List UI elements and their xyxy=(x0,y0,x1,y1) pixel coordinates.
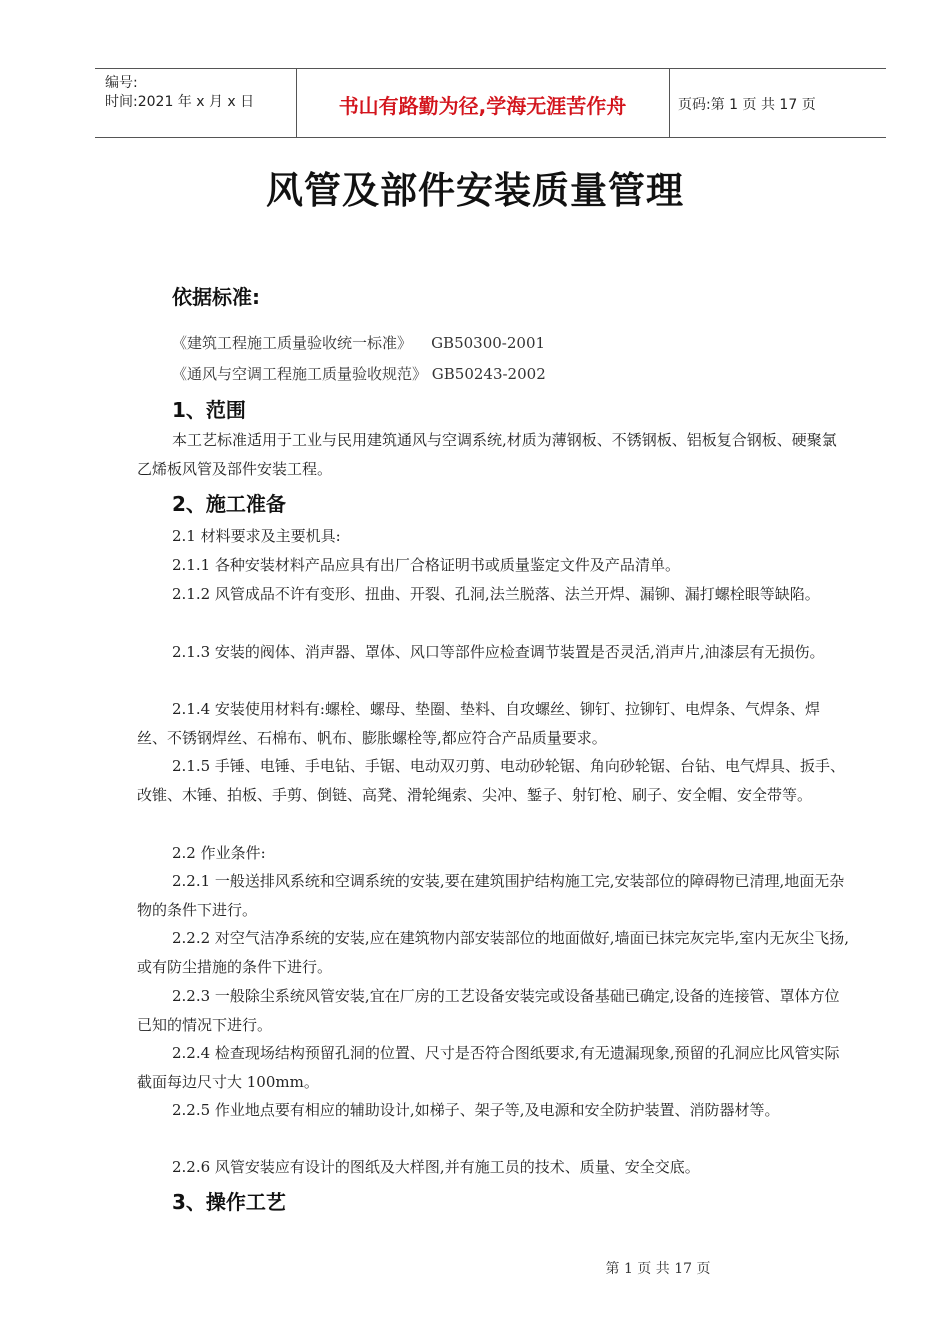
page-footer: 第 1 页 共 17 页 xyxy=(605,1261,711,1277)
paragraph: 2.2.5 作业地点要有相应的辅助设计,如梯子、架子等,及电源和安全防护装置、消防器材等。 xyxy=(172,1101,780,1119)
standard-line: 《通风与空调工程施工质量验收规范》 GB50243-2002 xyxy=(172,365,546,383)
basis-heading: 依据标准: xyxy=(172,285,260,309)
paragraph: 2.2.2 对空气洁净系统的安装,应在建筑物内部安装部位的地面做好,墙面已抹完灰完毕,室内无灰尘飞扬,或有防尘措施的条件下进行。 xyxy=(137,929,850,976)
paragraph: 2.1.3 安装的阀体、消声器、罩体、风口等部件应检查调节装置是否灵活,消声片,油漆层有无损伤。 xyxy=(172,643,825,661)
document-title: 风管及部件安装质量管理 xyxy=(266,169,684,212)
paragraph: 2.1 材料要求及主要机具: xyxy=(172,527,341,545)
motto: 书山有路勤为径,学海无涯苦作舟 xyxy=(338,94,627,118)
paragraph: 2.2 作业条件: xyxy=(172,844,266,862)
document-number-label: 编号: xyxy=(105,75,138,91)
standard-line: 《建筑工程施工质量验收统一标准》 GB50300-2001 xyxy=(172,334,546,352)
header-page-cell xyxy=(670,69,886,137)
section-heading: 2、施工准备 xyxy=(172,492,286,516)
paragraph: 2.1.2 风管成品不许有变形、扭曲、开裂、孔洞,法兰脱落、法兰开焊、漏铆、漏打螺栓眼等缺陷。 xyxy=(172,585,820,603)
paragraph: 2.1.1 各种安装材料产品应具有出厂合格证明书或质量鉴定文件及产品清单。 xyxy=(172,556,680,574)
document-time-label: 时间:2021 年 x 月 x 日 xyxy=(105,94,255,110)
header-motto-cell xyxy=(296,69,670,137)
header-table xyxy=(95,68,886,138)
section-heading: 1、范围 xyxy=(172,398,246,422)
paragraph: 2.1.5 手锤、电锤、手电钻、手锯、电动双刃剪、电动砂轮锯、角向砂轮锯、台钻、电气焊具、扳手、改锥、木锤、拍板、手剪、倒链、高凳、滑轮绳索、尖冲、錾子、射钉枪、刷子、安全帽、安全带等。 xyxy=(137,757,845,804)
page-number-label: 页码:第 1 页 共 17 页 xyxy=(678,97,816,113)
paragraph: 2.2.1 一般送排风系统和空调系统的安装,要在建筑围护结构施工完,安装部位的障碍物已清理,地面无杂物的条件下进行。 xyxy=(137,872,845,919)
paragraph: 2.2.6 风管安装应有设计的图纸及大样图,并有施工员的技术、质量、安全交底。 xyxy=(172,1158,700,1176)
paragraph: 2.2.4 检查现场结构预留孔洞的位置、尺寸是否符合图纸要求,有无遗漏现象,预留的孔洞应比风管实际截面每边尺寸大 100mm。 xyxy=(137,1044,840,1091)
section-heading: 3、操作工艺 xyxy=(172,1190,286,1214)
header-meta-cell xyxy=(95,69,297,137)
paragraph: 2.2.3 一般除尘系统风管安装,宜在厂房的工艺设备安装完或设备基础已确定,设备的连接管、罩体方位已知的情况下进行。 xyxy=(137,987,840,1034)
paragraph: 本工艺标准适用于工业与民用建筑通风与空调系统,材质为薄钢板、不锈钢板、铝板复合钢板、硬聚氯乙烯板风管及部件安装工程。 xyxy=(137,431,837,478)
paragraph: 2.1.4 安装使用材料有:螺栓、螺母、垫圈、垫料、自攻螺丝、铆钉、拉铆钉、电焊条、气焊条、焊丝、不锈钢焊丝、石棉布、帆布、膨胀螺栓等,都应符合产品质量要求。 xyxy=(137,700,820,747)
